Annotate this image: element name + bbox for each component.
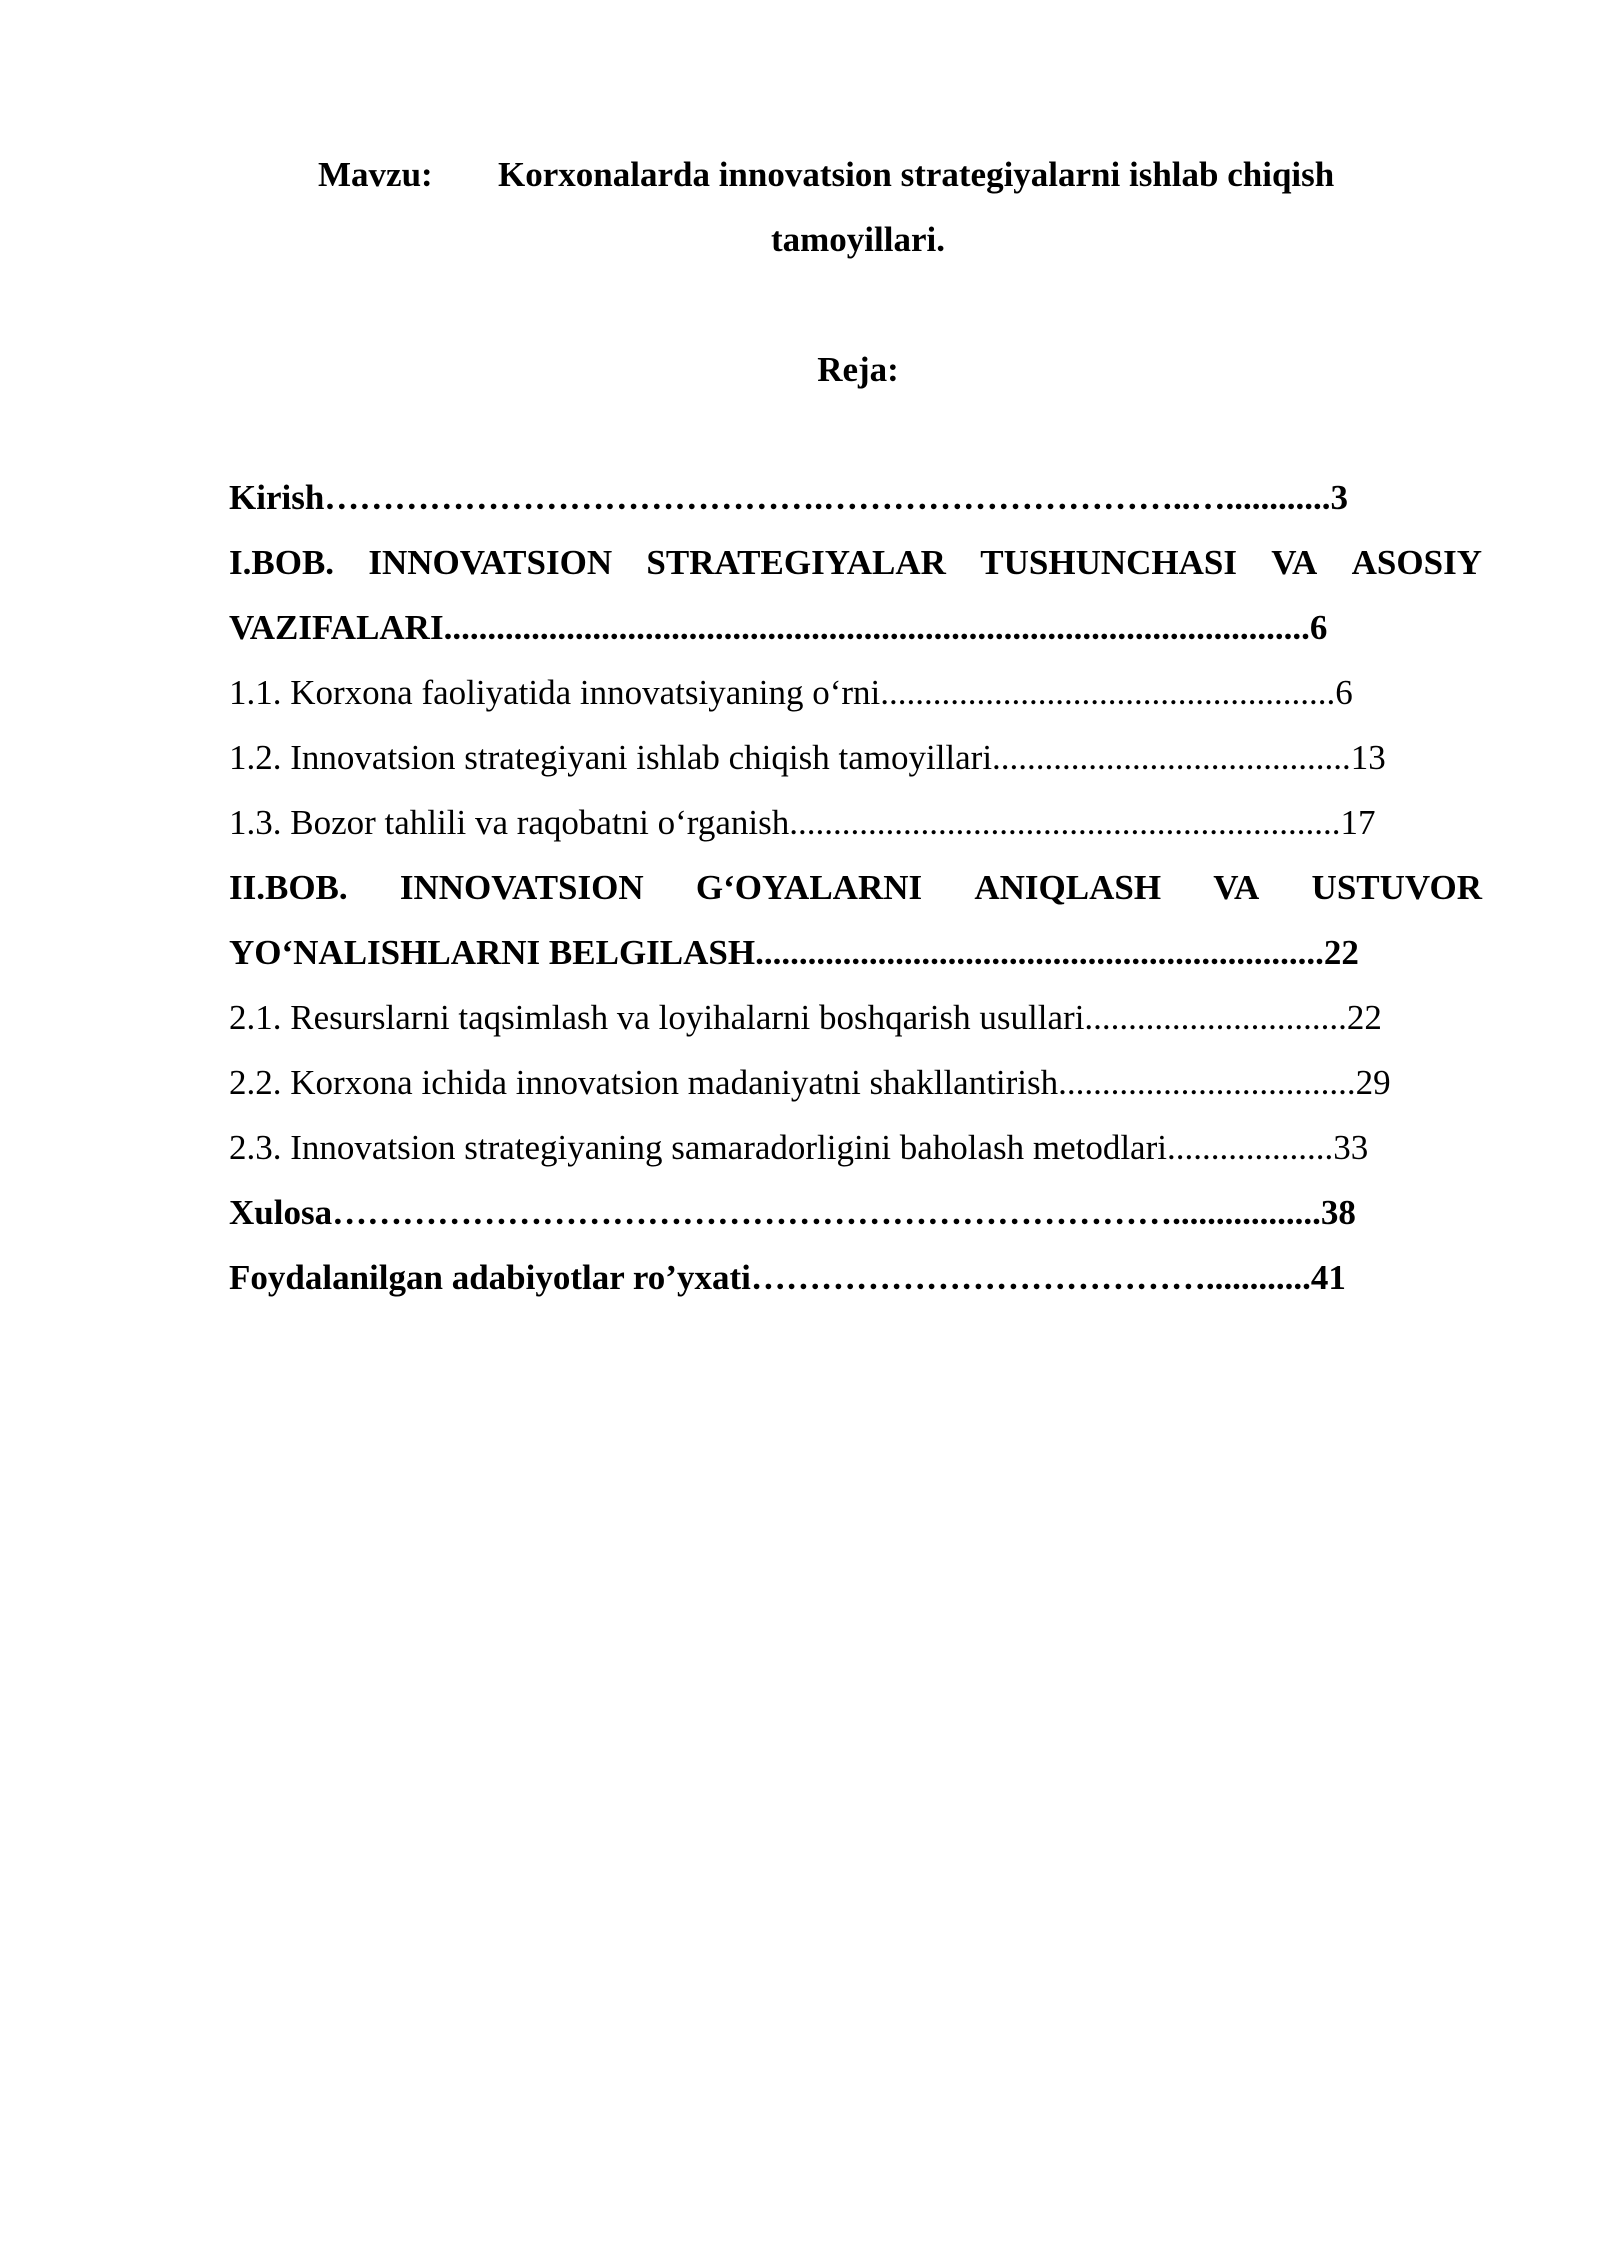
- toc-entry-section-1-3: 1.3. Bozor tahlili va raqobatni o‘rganish...............................................................17: [229, 803, 1376, 842]
- toc-entry-section-2-3: 2.3. Innovatsion strategiyaning samaradorligini baholash metodlari...................33: [229, 1128, 1369, 1167]
- toc-entry-kirish: Kirish…………………………………….…………………………..…............3: [229, 478, 1349, 517]
- toc-word: ANIQLASH: [974, 868, 1162, 907]
- toc-entry-chapter-2-line-1: [229, 868, 1482, 908]
- topic-title-part-2: tamoyillari.: [771, 220, 945, 259]
- toc-entry-chapter-2-line-2: YO‘NALISHLARNI BELGILASH.................................................................22: [229, 933, 1359, 972]
- toc-word: ASOSIY: [1351, 543, 1482, 582]
- toc-entry-references: Foydalanilgan adabiyotlar ro’yxati…………………………………............41: [229, 1258, 1346, 1297]
- toc-word: VA: [1213, 868, 1260, 907]
- toc-entry-xulosa: Xulosa……………………………………………………………….................38: [229, 1193, 1356, 1232]
- toc-entry-chapter-1-line-1: [229, 543, 1482, 583]
- toc-word: INNOVATSION: [399, 868, 644, 907]
- topic-label: Mavzu:: [318, 155, 433, 194]
- toc-word: USTUVOR: [1311, 868, 1482, 907]
- plan-heading: Reja:: [817, 350, 899, 389]
- topic-title-part-1: Korxonalarda innovatsion strategiyalarni ishlab chiqish: [498, 155, 1335, 194]
- toc-word: G‘OYALARNI: [695, 868, 923, 907]
- toc-word: VA: [1271, 543, 1318, 582]
- toc-word: INNOVATSION: [368, 543, 613, 582]
- toc-entry-section-1-2: 1.2. Innovatsion strategiyani ishlab chiqish tamoyillari.........................................13: [229, 738, 1386, 777]
- toc-word: TUSHUNCHASI: [980, 543, 1237, 582]
- toc-word: I.BOB.: [229, 543, 335, 582]
- toc-word: STRATEGIYALAR: [646, 543, 946, 582]
- toc-entry-section-2-1: 2.1. Resurslarni taqsimlash va loyihalarni boshqarish usullari..............................22: [229, 998, 1382, 1037]
- toc-entry-section-2-2: 2.2. Korxona ichida innovatsion madaniyatni shakllantirish..................................29: [229, 1063, 1391, 1102]
- toc-entry-chapter-1-line-2: VAZIFALARI...................................................................................................6: [229, 608, 1328, 647]
- toc-entry-section-1-1: 1.1. Korxona faoliyatida innovatsiyaning o‘rni....................................................6: [229, 673, 1353, 712]
- toc-word: II.BOB.: [229, 868, 348, 907]
